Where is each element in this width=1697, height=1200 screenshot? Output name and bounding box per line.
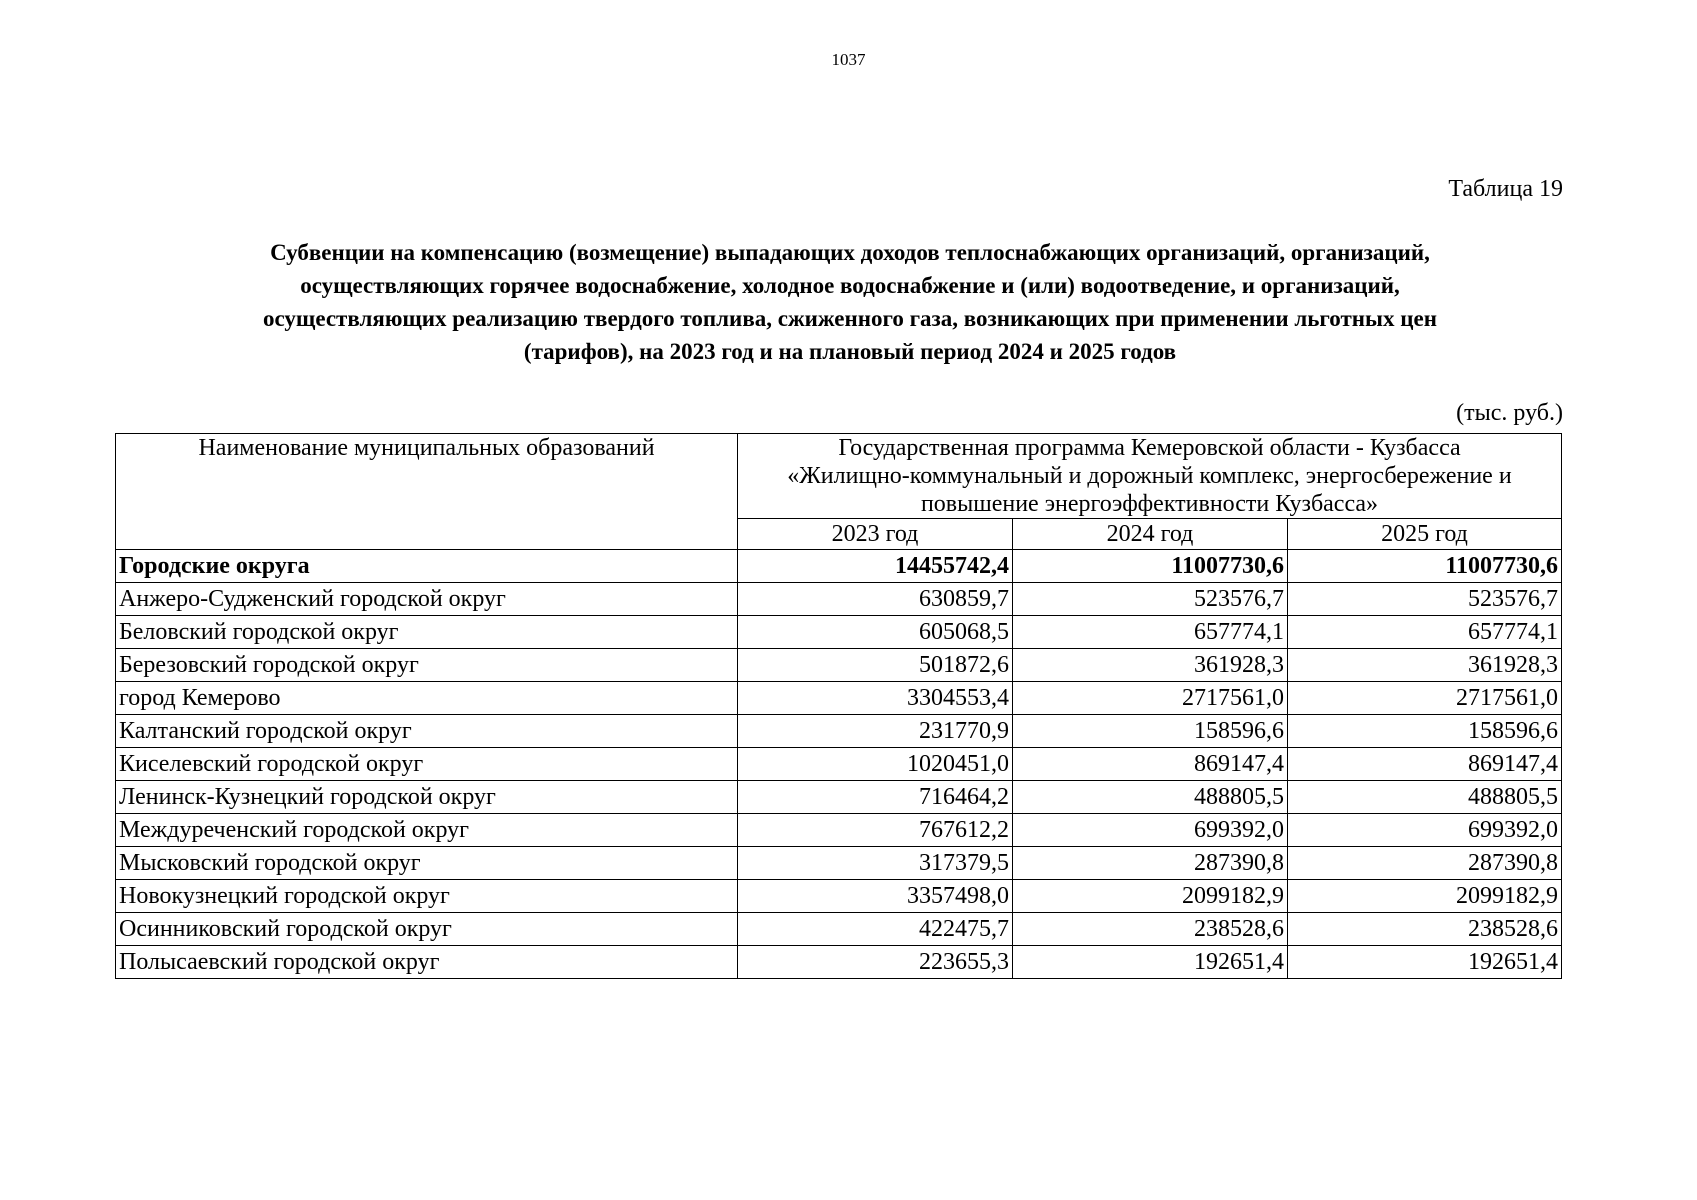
- municipality-name: Полысаевский городской округ: [116, 946, 738, 979]
- value-2024: 488805,5: [1013, 781, 1288, 814]
- value-2024: 523576,7: [1013, 583, 1288, 616]
- table-row: [116, 946, 1562, 979]
- value-2023: 716464,2: [738, 781, 1013, 814]
- municipality-name: Городские округа: [116, 550, 738, 583]
- program-header-line: повышение энергоэффективности Кузбасса»: [920, 491, 1379, 517]
- page-number: 1037: [831, 50, 866, 69]
- table-row: [116, 583, 1562, 616]
- subventions-table: [115, 433, 1562, 979]
- table-row: [116, 616, 1562, 649]
- year-header-2023: 2023 год: [738, 519, 1013, 550]
- municipality-name: Березовский городской округ: [116, 649, 738, 682]
- value-2023: 630859,7: [738, 583, 1013, 616]
- value-2025: 2717561,0: [1288, 682, 1562, 715]
- value-2025: 238528,6: [1288, 913, 1562, 946]
- value-2024: 158596,6: [1013, 715, 1288, 748]
- municipality-name: Ленинск-Кузнецкий городской округ: [116, 781, 738, 814]
- program-header-line: «Жилищно-коммунальный и дорожный комплекс, энергосбережение и: [787, 463, 1512, 489]
- value-2024: 657774,1: [1013, 616, 1288, 649]
- value-2025: 11007730,6: [1288, 550, 1562, 583]
- table-row: [116, 814, 1562, 847]
- table-row-total: [116, 550, 1562, 583]
- municipality-name: Анжеро-Судженский городской округ: [116, 583, 738, 616]
- title-line: (тарифов), на 2023 год и на плановый период 2024 и 2025 годов: [523, 339, 1177, 364]
- table-label: Таблица 19: [1448, 176, 1563, 202]
- value-2023: 422475,7: [738, 913, 1013, 946]
- header-row: [116, 434, 1562, 519]
- value-2023: 767612,2: [738, 814, 1013, 847]
- value-2024: 699392,0: [1013, 814, 1288, 847]
- value-2025: 192651,4: [1288, 946, 1562, 979]
- municipality-name: Осинниковский городской округ: [116, 913, 738, 946]
- year-header-2024: 2024 год: [1013, 519, 1288, 550]
- value-2023: 223655,3: [738, 946, 1013, 979]
- year-header-2025: 2025 год: [1288, 519, 1562, 550]
- table-body: [116, 550, 1562, 979]
- value-2024: 2099182,9: [1013, 880, 1288, 913]
- value-2023: 605068,5: [738, 616, 1013, 649]
- table-row: [116, 715, 1562, 748]
- municipality-name: Беловский городской округ: [116, 616, 738, 649]
- program-column-header: [738, 434, 1562, 519]
- value-2024: 192651,4: [1013, 946, 1288, 979]
- title-line: осуществляющих реализацию твердого топлива, сжиженного газа, возникающих при применении льготных цен: [263, 306, 1437, 331]
- table-row: [116, 847, 1562, 880]
- value-2025: 361928,3: [1288, 649, 1562, 682]
- title-line: осуществляющих горячее водоснабжение, холодное водоснабжение и (или) водоотведение, и организаций,: [300, 273, 1400, 298]
- table-row: [116, 913, 1562, 946]
- value-2023: 501872,6: [738, 649, 1013, 682]
- table-row: [116, 781, 1562, 814]
- municipality-name: Киселевский городской округ: [116, 748, 738, 781]
- value-2023: 231770,9: [738, 715, 1013, 748]
- value-2024: 869147,4: [1013, 748, 1288, 781]
- value-2025: 2099182,9: [1288, 880, 1562, 913]
- units-label: (тыс. руб.): [1456, 400, 1563, 426]
- value-2023: 317379,5: [738, 847, 1013, 880]
- value-2023: 1020451,0: [738, 748, 1013, 781]
- value-2025: 699392,0: [1288, 814, 1562, 847]
- value-2023: 3357498,0: [738, 880, 1013, 913]
- value-2024: 2717561,0: [1013, 682, 1288, 715]
- value-2025: 523576,7: [1288, 583, 1562, 616]
- municipality-name: Мысковский городской округ: [116, 847, 738, 880]
- value-2025: 869147,4: [1288, 748, 1562, 781]
- value-2023: 3304553,4: [738, 682, 1013, 715]
- program-header-line: Государственная программа Кемеровской области - Кузбасса: [838, 435, 1461, 461]
- value-2025: 488805,5: [1288, 781, 1562, 814]
- value-2025: 158596,6: [1288, 715, 1562, 748]
- value-2023: 14455742,4: [738, 550, 1013, 583]
- municipality-name: Междуреченский городской округ: [116, 814, 738, 847]
- value-2025: 287390,8: [1288, 847, 1562, 880]
- table-row: [116, 880, 1562, 913]
- municipality-name: Калтанский городской округ: [116, 715, 738, 748]
- value-2025: 657774,1: [1288, 616, 1562, 649]
- table-row: [116, 682, 1562, 715]
- municipality-column-header: Наименование муниципальных образований: [116, 434, 738, 550]
- value-2024: 361928,3: [1013, 649, 1288, 682]
- title-line: Субвенции на компенсацию (возмещение) выпадающих доходов теплоснабжающих организаций, организаций,: [270, 240, 1430, 265]
- value-2024: 11007730,6: [1013, 550, 1288, 583]
- value-2024: 238528,6: [1013, 913, 1288, 946]
- table-row: [116, 649, 1562, 682]
- value-2024: 287390,8: [1013, 847, 1288, 880]
- document-title: [150, 236, 1550, 368]
- table-row: [116, 748, 1562, 781]
- municipality-name: Новокузнецкий городской округ: [116, 880, 738, 913]
- municipality-name: город Кемерово: [116, 682, 738, 715]
